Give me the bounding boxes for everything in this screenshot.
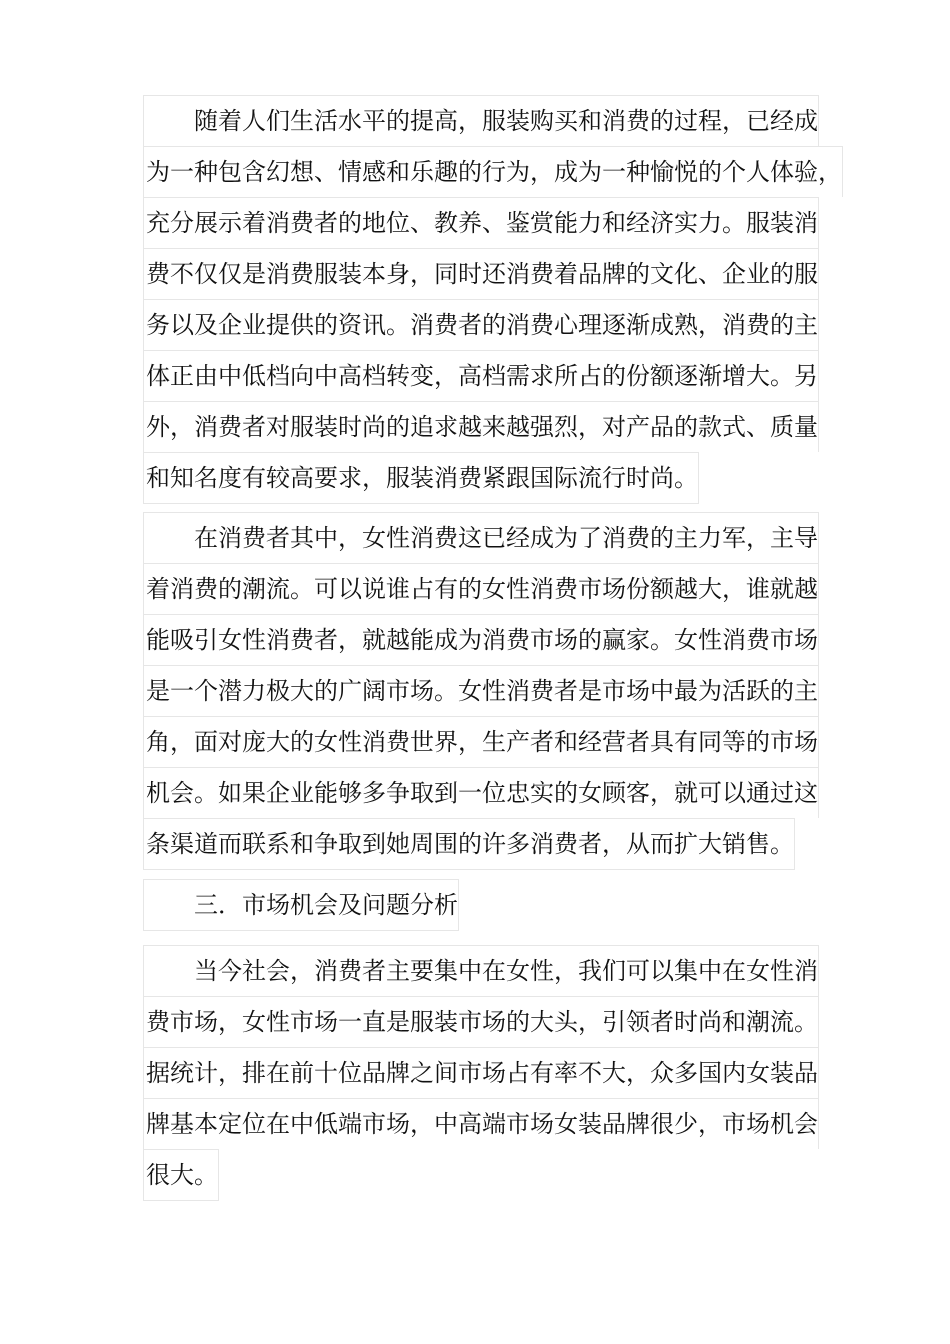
text-line: 据统计，排在前十位品牌之间市场占有率不大，众多国内女装品 [143, 1047, 819, 1098]
text-line: 外，消费者对服装时尚的追求越来越强烈，对产品的款式、质量 [143, 401, 819, 452]
text-line: 随着人们生活水平的提高，服装购买和消费的过程，已经成 [143, 95, 819, 146]
text-line: 着消费的潮流。可以说谁占有的女性消费市场份额越大，谁就越 [143, 563, 819, 614]
text-line: 充分展示着消费者的地位、教养、鉴赏能力和经济实力。服装消 [143, 197, 819, 248]
text-line: 费市场，女性市场一直是服装市场的大头，引领者时尚和潮流。 [143, 996, 819, 1047]
text-line: 当今社会，消费者主要集中在女性，我们可以集中在女性消 [143, 945, 819, 996]
text-line: 角，面对庞大的女性消费世界，生产者和经营者具有同等的市场 [143, 716, 819, 767]
text-line: 机会。如果企业能够多争取到一位忠实的女顾客，就可以通过这 [143, 767, 819, 818]
text-line: 是一个潜力极大的广阔市场。女性消费者是市场中最为活跃的主 [143, 665, 819, 716]
text-line: 费不仅仅是消费服装本身，同时还消费着品牌的文化、企业的服 [143, 248, 819, 299]
text-line: 务以及企业提供的资讯。消费者的消费心理逐渐成熟，消费的主 [143, 299, 819, 350]
paragraph-consumer-trends [143, 95, 843, 504]
paragraph-female-consumers [143, 512, 819, 870]
section-heading [143, 879, 459, 931]
text-line: 很大。 [143, 1149, 219, 1201]
paragraph-market-opportunity [143, 945, 819, 1201]
text-line: 能吸引女性消费者，就越能成为消费市场的赢家。女性消费市场 [143, 614, 819, 665]
text-line: 体正由中低档向中高档转变，高档需求所占的份额逐渐增大。另 [143, 350, 819, 401]
text-line: 在消费者其中，女性消费这已经成为了消费的主力军，主导 [143, 512, 819, 563]
text-line: 和知名度有较高要求，服装消费紧跟国际流行时尚。 [143, 452, 699, 504]
text-line: 为一种包含幻想、情感和乐趣的行为，成为一种愉悦的个人体验， [143, 146, 843, 197]
text-line: 牌基本定位在中低端市场，中高端市场女装品牌很少，市场机会 [143, 1098, 819, 1149]
section-heading-text: 三．市场机会及问题分析 [143, 879, 459, 931]
text-line: 条渠道而联系和争取到她周围的许多消费者，从而扩大销售。 [143, 818, 795, 870]
